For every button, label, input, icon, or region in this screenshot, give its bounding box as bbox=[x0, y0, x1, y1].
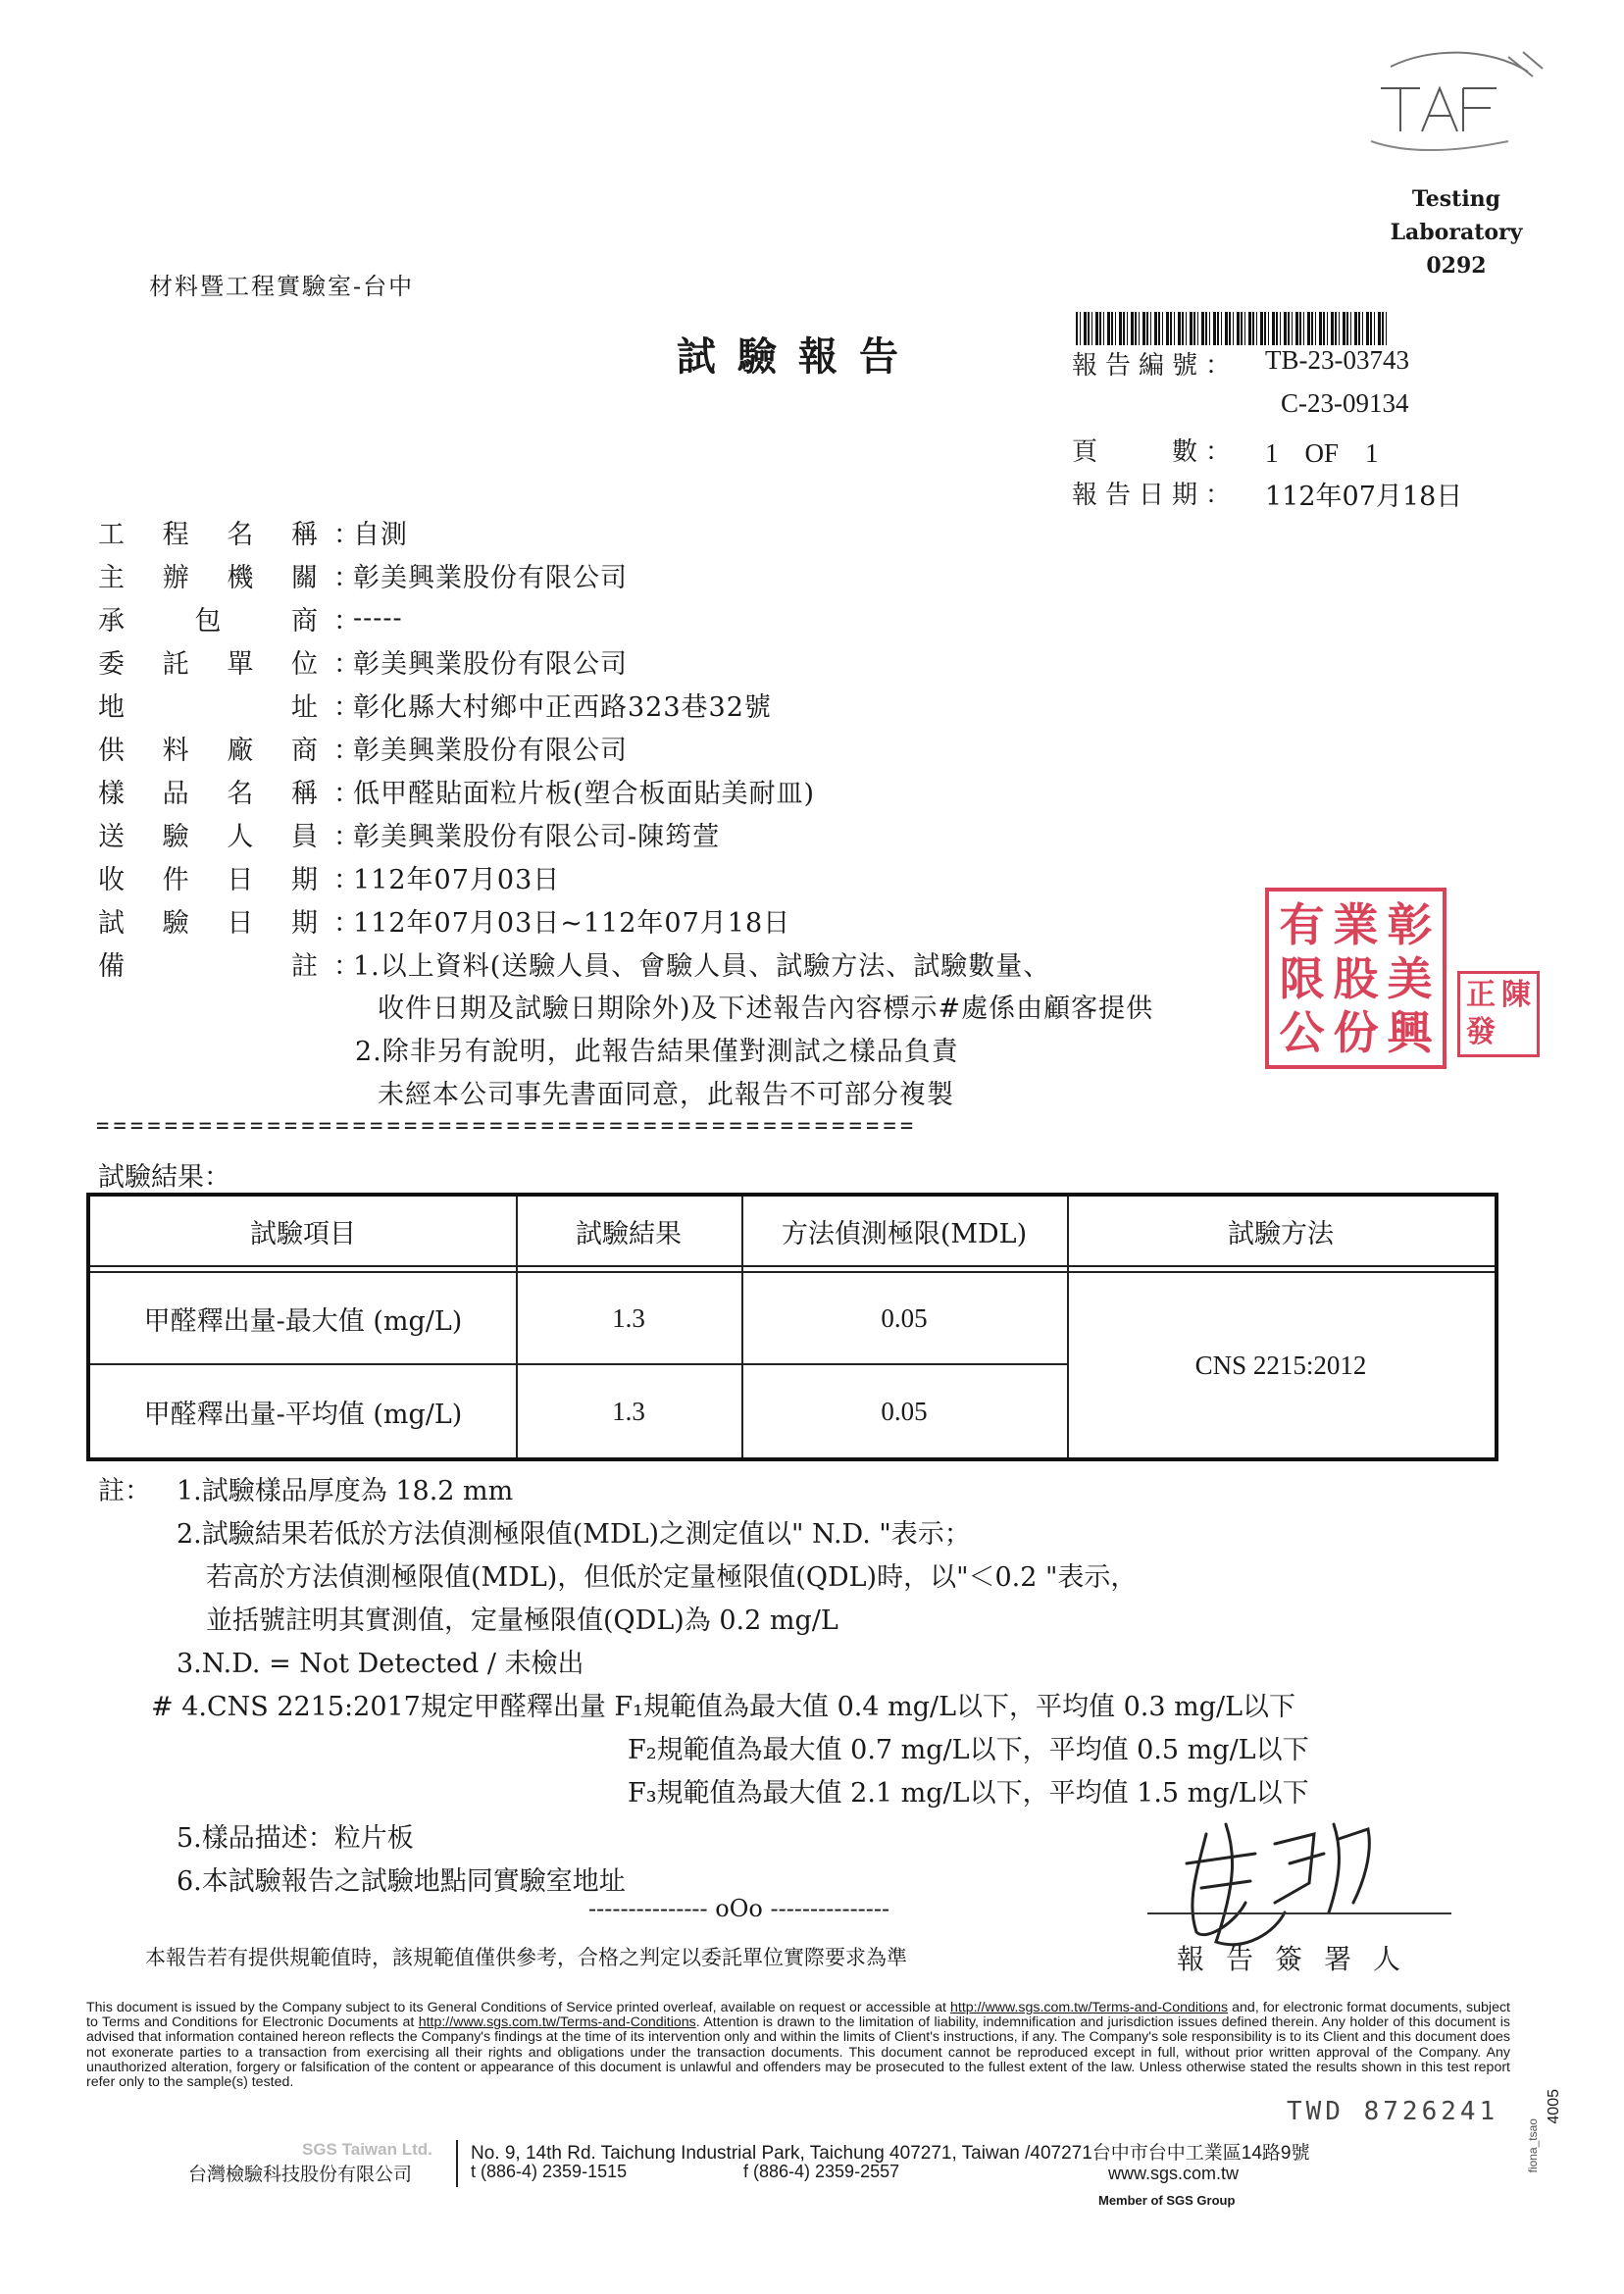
field-label-char: 位 bbox=[290, 648, 318, 680]
field-value: 彰美興業股份有限公司 bbox=[353, 562, 628, 593]
terms-link-1[interactable]: http://www.sgs.com.tw/Terms-and-Conditions bbox=[950, 2000, 1229, 2015]
field-label-char: 委 bbox=[98, 648, 125, 680]
standard-note: 本報告若有提供規範值時，該規範值僅供參考，合格之判定以委託單位實際要求為準 bbox=[145, 1946, 907, 1969]
testing-laboratory-label bbox=[1344, 182, 1569, 282]
field-label-char: 包 bbox=[194, 605, 222, 637]
disclaimer-part3: . Attention is drawn to the limitation of liability, indemnification and jurisdiction issues defined therein. Any holder of this document is advised that information contained hereon reflects the Company's findings at the time of its intervention only and within the limits of Client's instructions, if any. The Company's sole responsibility is to its Client and this document does not exonerate parties to a transaction from exercising all their rights and obligations under the transaction documents. This document cannot be reproduced except in full, without prior written approval of the Company. Any unauthorized alteration, forgery or falsification of the content or appearance of this document is unlawful and offenders may be prosecuted to the fullest extent of the law. Unless otherwise stated the results shown in this test report refer only to the sample(s) tested. bbox=[86, 2014, 1510, 2091]
remark-line4: 未經本公司事先書面同意，此報告不可部分複製 bbox=[378, 1080, 954, 1110]
personal-seal bbox=[1457, 971, 1540, 1057]
field-label-char: 註 bbox=[291, 950, 318, 982]
personal-seal-char: 正 bbox=[1466, 978, 1496, 1012]
footer-company-en: SGS Taiwan Ltd. bbox=[302, 2140, 432, 2159]
seal-char: 有 bbox=[1279, 897, 1325, 951]
field-label bbox=[98, 772, 333, 810]
separator-line: ================================================ bbox=[96, 1114, 918, 1139]
note-4a: # 4.CNS 2215:2017規定甲醛釋出量 F₁規範值為最大值 0.4 mg/L以下，平均值 0.3 mg/L以下 bbox=[151, 1692, 1296, 1722]
field-label bbox=[98, 556, 333, 594]
field-value: 彰美興業股份有限公司-陳筠萱 bbox=[353, 821, 721, 852]
field-row bbox=[98, 555, 628, 594]
testing-lab-line1: Testing Laboratory bbox=[1390, 186, 1523, 245]
signer-line bbox=[1147, 1912, 1451, 1914]
testing-lab-line2: 0292 bbox=[1426, 253, 1487, 279]
twd-number: TWD 8726241 bbox=[1287, 2097, 1499, 2126]
report-date: 112年07月18日 bbox=[1265, 482, 1463, 512]
field-colon: ： bbox=[333, 562, 360, 593]
field-label-char: 驗 bbox=[162, 821, 189, 852]
report-no: TB-23-03743 bbox=[1265, 345, 1409, 375]
table-header-result: 試驗結果 bbox=[576, 1218, 682, 1249]
table-header-method: 試驗方法 bbox=[1228, 1218, 1334, 1249]
seal-char: 業 bbox=[1333, 897, 1379, 951]
field-colon: ： bbox=[333, 691, 360, 723]
field-label-char: 員 bbox=[290, 821, 318, 852]
company-seal bbox=[1265, 888, 1446, 1069]
field-label-char: 託 bbox=[162, 648, 189, 680]
terms-link-2[interactable]: http://www.sgs.com.tw/Terms-and-Conditions bbox=[418, 2014, 696, 2031]
field-value: ----- bbox=[353, 602, 403, 634]
field-label bbox=[98, 599, 333, 637]
results-table bbox=[86, 1193, 1498, 1461]
seal-char: 股 bbox=[1333, 951, 1379, 1005]
seal-char: 限 bbox=[1279, 951, 1325, 1005]
field-label-char: 驗 bbox=[162, 907, 189, 939]
footer-website[interactable]: www.sgs.com.tw bbox=[1108, 2164, 1240, 2183]
seal-char: 彰 bbox=[1387, 897, 1433, 951]
footer-address: No. 9, 14th Rd. Taichung Industrial Park, Taichung 407271, Taiwan /407271台中市台中工業區14路9號 bbox=[471, 2143, 1310, 2164]
seal-char: 美 bbox=[1387, 951, 1433, 1005]
end-mark: --------------- oOo --------------- bbox=[588, 1895, 890, 1922]
field-label-char: 日 bbox=[227, 907, 254, 939]
field-value: 彰美興業股份有限公司 bbox=[353, 648, 628, 680]
table-row-2-mdl: 0.05 bbox=[881, 1396, 928, 1426]
note-2a: 2.試驗結果若低於方法偵測極限值(MDL)之測定值以" N.D. "表示； bbox=[177, 1519, 971, 1550]
field-row bbox=[98, 598, 403, 637]
pages-label: 頁 數： bbox=[1072, 437, 1240, 467]
field-row bbox=[98, 857, 560, 896]
field-label-char: 地 bbox=[98, 691, 125, 723]
disclaimer-part2: and, for electronic format documents, subject to Terms and Conditions for Electronic Documents at bbox=[86, 2000, 1510, 2031]
field-label-char: 關 bbox=[290, 562, 318, 593]
field-label-char: 承 bbox=[98, 605, 125, 637]
field-label-char: 商 bbox=[290, 735, 318, 766]
pages-value: 1 OF 1 bbox=[1265, 438, 1379, 468]
table-row-2-result: 1.3 bbox=[612, 1396, 645, 1426]
seal-char: 份 bbox=[1333, 1005, 1379, 1059]
field-row bbox=[98, 685, 772, 724]
table-header-mdl: 方法偵測極限(MDL) bbox=[781, 1218, 1028, 1249]
footer-company-zh: 台灣檢驗科技股份有限公司 bbox=[188, 2164, 413, 2185]
table-row-2-item: 甲醛釋出量-平均值 (mg/L) bbox=[143, 1399, 463, 1430]
field-label-char: 收 bbox=[98, 864, 125, 895]
field-label-char: 名 bbox=[227, 519, 254, 550]
side-code: 4005 bbox=[1546, 2089, 1562, 2124]
results-label: 試驗結果： bbox=[98, 1162, 230, 1193]
field-colon: ： bbox=[333, 648, 360, 680]
field-label-char: 備 bbox=[98, 950, 125, 982]
field-label-char: 樣 bbox=[98, 778, 125, 809]
signer-label: 報告簽署人 bbox=[1177, 1943, 1423, 1975]
footer-member: Member of SGS Group bbox=[1098, 2193, 1236, 2208]
lab-name: 材料暨工程實驗室-台中 bbox=[149, 273, 415, 300]
field-label-char: 人 bbox=[227, 821, 254, 852]
field-label-char: 稱 bbox=[290, 519, 318, 550]
handwritten-signature bbox=[1167, 1795, 1402, 1962]
field-value: 低甲醛貼面粒片板(塑合板面貼美耐皿) bbox=[353, 778, 816, 809]
note-3: 3.N.D. = Not Detected / 未檢出 bbox=[177, 1649, 584, 1679]
personal-seal-char: 發 bbox=[1466, 1015, 1496, 1049]
note-6: 6.本試驗報告之試驗地點同實驗室地址 bbox=[177, 1866, 626, 1897]
field-label bbox=[98, 901, 333, 940]
footer-fax: f (886-4) 2359-2557 bbox=[743, 2162, 900, 2181]
field-label-char: 試 bbox=[98, 907, 125, 939]
seal-char: 興 bbox=[1387, 1005, 1433, 1059]
field-label bbox=[98, 815, 333, 853]
field-colon: ： bbox=[333, 907, 360, 939]
note-2b: 若高於方法偵測極限值(MDL)，但低於定量極限值(QDL)時，以"＜0.2 "表示， bbox=[206, 1562, 1138, 1593]
field-value: 1.以上資料(送驗人員、會驗人員、試驗方法、試驗數量、 bbox=[353, 950, 1051, 982]
field-row bbox=[98, 900, 790, 940]
field-label-char: 程 bbox=[162, 519, 189, 550]
disclaimer-part1: This document is issued by the Company subject to its General Conditions of Service printed overleaf, available on request or accessible at bbox=[86, 2000, 950, 2015]
table-row-1-mdl: 0.05 bbox=[881, 1302, 928, 1333]
remark-line3: 2.除非另有說明，此報告結果僅對測試之樣品負責 bbox=[355, 1037, 959, 1067]
page-title: 試驗報告 bbox=[677, 333, 920, 380]
field-label-char: 工 bbox=[98, 519, 125, 550]
field-label-char: 期 bbox=[290, 864, 318, 895]
field-label-char: 商 bbox=[291, 605, 318, 637]
table-row-1-item: 甲醛釋出量-最大值 (mg/L) bbox=[143, 1305, 463, 1337]
field-label-char: 機 bbox=[227, 562, 254, 593]
report-date-label: 報告日期： bbox=[1072, 481, 1240, 510]
notes-label: 註： bbox=[98, 1476, 151, 1506]
field-row bbox=[98, 771, 815, 810]
field-label-char: 廠 bbox=[227, 735, 254, 766]
table-header-item: 試驗項目 bbox=[250, 1218, 356, 1249]
field-colon: ： bbox=[333, 605, 360, 637]
taf-logo bbox=[1361, 47, 1548, 155]
field-row bbox=[98, 728, 628, 767]
field-label-char: 主 bbox=[98, 562, 125, 593]
note-1: 1.試驗樣品厚度為 18.2 mm bbox=[177, 1476, 514, 1506]
barcode bbox=[1076, 312, 1390, 345]
legal-disclaimer bbox=[86, 2001, 1510, 2090]
table-row-1-result: 1.3 bbox=[612, 1302, 645, 1333]
field-row bbox=[98, 943, 1050, 983]
field-label bbox=[98, 686, 333, 724]
field-value: 自測 bbox=[353, 519, 408, 550]
field-value: 彰化縣大村鄉中正西路323巷32號 bbox=[353, 691, 772, 723]
field-label bbox=[98, 729, 333, 767]
field-colon: ： bbox=[333, 950, 360, 982]
field-row bbox=[98, 512, 408, 551]
field-label bbox=[98, 513, 333, 551]
note-4c: F₃規範值為最大值 2.1 mg/L以下，平均值 1.5 mg/L以下 bbox=[628, 1778, 1309, 1809]
field-label-char: 件 bbox=[162, 864, 189, 895]
field-label-char: 單 bbox=[227, 648, 254, 680]
footer-separator bbox=[456, 2140, 458, 2187]
field-label-char: 料 bbox=[162, 735, 189, 766]
remark-line2: 收件日期及試驗日期除外)及下述報告內容標示#處係由顧客提供 bbox=[378, 994, 1154, 1024]
field-value: 112年07月03日 bbox=[353, 864, 561, 895]
personal-seal-char: 陳 bbox=[1501, 978, 1531, 1012]
field-label-char: 址 bbox=[291, 691, 318, 723]
field-label bbox=[98, 642, 333, 681]
field-row bbox=[98, 814, 720, 853]
field-label-char: 辦 bbox=[162, 562, 189, 593]
field-label-char: 品 bbox=[162, 778, 189, 809]
field-label bbox=[98, 858, 333, 896]
personal-seal-char bbox=[1498, 1014, 1534, 1051]
field-label-char: 稱 bbox=[290, 778, 318, 809]
field-label-char: 期 bbox=[290, 907, 318, 939]
field-value: 112年07月03日~112年07月18日 bbox=[353, 907, 791, 939]
field-colon: ： bbox=[333, 735, 360, 766]
report-no-2: C-23-09134 bbox=[1281, 388, 1409, 418]
seal-char: 公 bbox=[1279, 1005, 1325, 1059]
note-2c: 並括號註明其實測值，定量極限值(QDL)為 0.2 mg/L bbox=[206, 1606, 838, 1636]
field-label-char: 日 bbox=[227, 864, 254, 895]
field-colon: ： bbox=[333, 821, 360, 852]
field-label-char: 名 bbox=[227, 778, 254, 809]
field-label-char: 送 bbox=[98, 821, 125, 852]
table-method: CNS 2215:2012 bbox=[1194, 1350, 1367, 1380]
field-colon: ： bbox=[333, 778, 360, 809]
footer-phone: t (886-4) 2359-1515 bbox=[471, 2162, 628, 2181]
report-no-label: 報告編號： bbox=[1072, 351, 1240, 381]
field-value: 彰美興業股份有限公司 bbox=[353, 735, 628, 766]
note-4b: F₂規範值為最大值 0.7 mg/L以下，平均值 0.5 mg/L以下 bbox=[628, 1735, 1309, 1765]
side-code-2: fiona_tsao bbox=[1526, 2118, 1540, 2173]
field-colon: ： bbox=[333, 864, 360, 895]
note-5: 5.樣品描述：粒片板 bbox=[177, 1823, 414, 1854]
field-row bbox=[98, 641, 628, 681]
field-label-char: 供 bbox=[98, 735, 125, 766]
field-colon: ： bbox=[333, 519, 360, 550]
field-label bbox=[98, 944, 333, 983]
